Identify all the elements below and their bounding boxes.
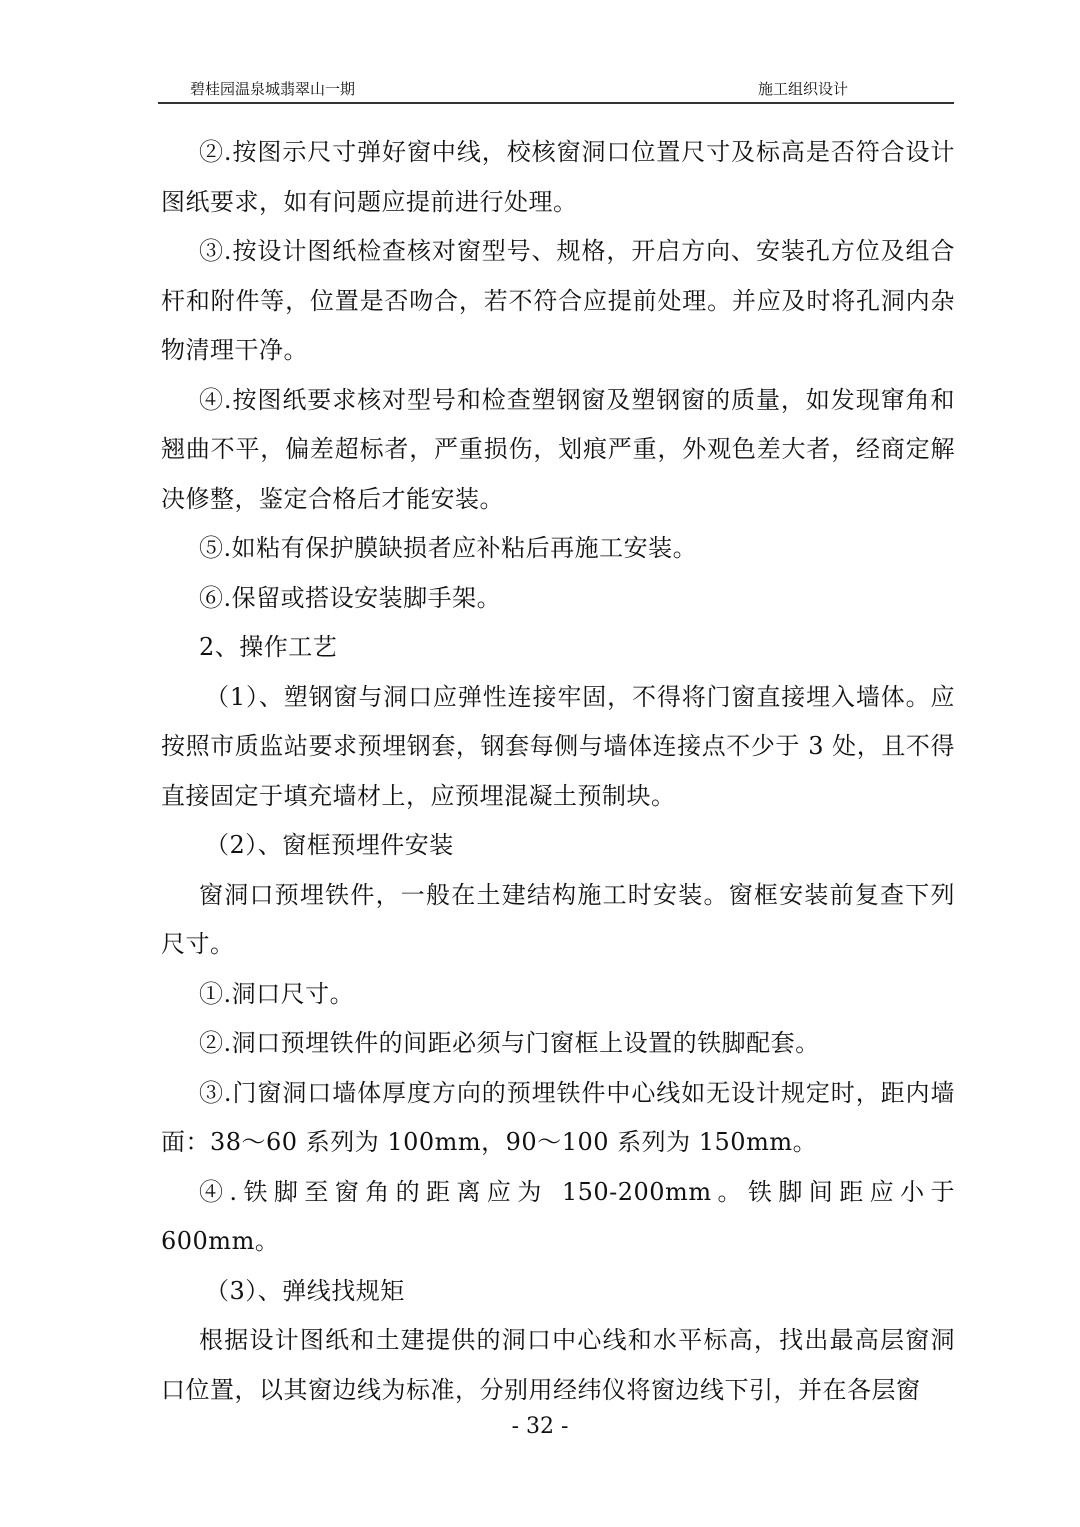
paragraph: ③.门窗洞口墙体厚度方向的预埋铁件中心线如无设计规定时，距内墙面：38～60 系列为 100mm，90～100 系列为 150mm。 (161, 1078, 955, 1156)
paragraph: ③.按设计图纸检查核对窗型号、规格，开启方向、安装孔方位及组合杆和附件等，位置是否吻合，若不符合应提前处理。并应及时将孔洞内杂物清理干净。 (161, 237, 955, 364)
page-header (158, 72, 954, 104)
header-project-name: 碧桂园温泉城翡翠山一期 (190, 80, 356, 98)
paragraph: ②.按图示尺寸弹好窗中线，校核窗洞口位置尺寸及标高是否符合设计图纸要求，如有问题应提前进行处理。 (161, 138, 955, 216)
paragraph: 根据设计图纸和土建提供的洞口中心线和水平标高，找出最高层窗洞口位置，以其窗边线为标准，分别用经纬仪将窗边线下引，并在各层窗 (161, 1326, 955, 1404)
paragraph: （1）、塑钢窗与洞口应弹性连接牢固，不得将门窗直接埋入墙体。应按照市质监站要求预埋钢套，钢套每侧与墙体连接点不少于 3 处，且不得直接固定于填充墙材上，应预埋混凝土预制块。 (161, 682, 955, 810)
paragraph: ⑥.保留或搭设安装脚手架。 (199, 583, 502, 612)
paragraph: ⑤.如粘有保护膜缺损者应补粘后再施工安装。 (199, 534, 698, 562)
section-heading: 2、操作工艺 (199, 633, 338, 661)
paragraph: 窗洞口预埋铁件，一般在土建结构施工时安装。窗框安装前复查下列尺寸。 (161, 880, 955, 958)
body-text (161, 128, 955, 1415)
paragraph: ④.按图纸要求核对型号和检查塑钢窗及塑钢窗的质量，如发现窜角和翘曲不平，偏差超标者，严重损伤，划痕严重，外观色差大者，经商定解决修整，鉴定合格后才能安装。 (161, 385, 955, 513)
paragraph: ④.铁脚至窗角的距离应为 150-200mm。铁脚间距应小于 600mm。 (161, 1177, 955, 1255)
header-document-title: 施工组织设计 (757, 80, 848, 98)
subsection-heading: （3）、弹线找规矩 (205, 1276, 405, 1305)
page-number: - 32 - (511, 1414, 569, 1439)
paragraph: ①.洞口尺寸。 (199, 979, 355, 1008)
subsection-heading: （2）、窗框预埋件安装 (205, 831, 454, 859)
paragraph: ②.洞口预埋铁件的间距必须与门窗框上设置的铁脚配套。 (199, 1029, 820, 1057)
